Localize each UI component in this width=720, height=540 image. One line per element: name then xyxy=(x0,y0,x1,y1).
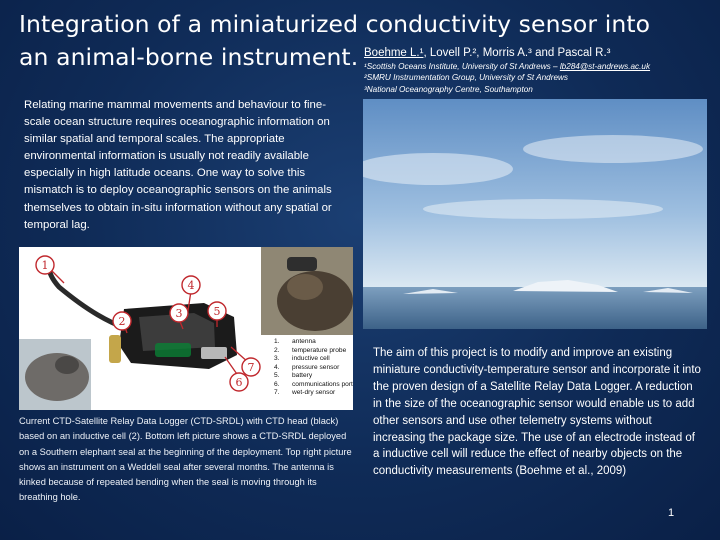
callout-2: 2 xyxy=(118,315,126,328)
title-line-1: Integration of a miniaturized conductivity sensor into xyxy=(19,10,651,38)
component-legend xyxy=(274,338,353,398)
affiliation-1-text: ¹Scottish Oceans Institute, University of St Andrews – xyxy=(364,62,560,71)
intro-paragraph: Relating marine mammal movements and behaviour to fine-scale ocean structure requires oceanographic information on similar spatial and temporal scales. The appropriate environmental information is usually not readily available especially in high latitude oceans. One way to solve this mismatch is to deploy oceanographic sensors on the animals themselves to obtain in-situ information without any spatial or temporal lag. xyxy=(24,99,332,231)
legend-item xyxy=(274,364,353,373)
affiliation-2: ²SMRU Instrumentation Group, University of St Andrews xyxy=(364,73,568,83)
legend-label: communications port xyxy=(292,380,353,388)
legend-label: temperature probe xyxy=(292,346,347,354)
affiliation-3: ³National Oceanography Centre, Southampton xyxy=(364,84,533,94)
callout-5: 5 xyxy=(213,305,221,318)
aims-paragraph: The aim of this project is to modify and improve an existing miniature conductivity-temperature sensor and incorporate it into the proven design of a Satellite Relay Data Logger. A reduction in the size of the oceanographic sensor would enable us to add other sensors and use other telemetry systems without increasing the package size. The use of an electrode instead of a inductive cell will reduce the effect of nearby objects on the conductivity measurements (Boehme et al., 2009) xyxy=(373,347,701,478)
legend-num: 5. xyxy=(274,372,280,379)
legend-label: inductive cell xyxy=(292,355,330,362)
device-figure xyxy=(19,247,353,410)
weddell-seal-ice-photo xyxy=(363,99,707,329)
author-names xyxy=(364,45,716,61)
contact-email[interactable]: lb284@st-andrews.ac.uk xyxy=(559,62,651,71)
legend-num: 2. xyxy=(274,346,280,354)
legend-label: wet-dry sensor xyxy=(292,389,336,396)
legend-num: 4. xyxy=(274,363,280,371)
callout-6: 6 xyxy=(235,376,243,389)
ice-landscape-image xyxy=(363,99,707,329)
title-line-2: an animal-borne instrument. xyxy=(19,43,359,71)
legend-num: 7. xyxy=(274,389,280,396)
page-number: 1 xyxy=(668,507,675,519)
legend-item xyxy=(274,355,353,364)
legend-item xyxy=(274,381,353,390)
callout-3: 3 xyxy=(175,307,183,320)
legend-num: 6. xyxy=(274,380,280,388)
callout-4: 4 xyxy=(187,279,195,292)
author-others: , Lovell P.², Morris A.³ and Pascal R.³ xyxy=(423,47,611,59)
legend-label: battery xyxy=(292,372,313,379)
figure-caption: Current CTD-Satellite Relay Data Logger (CTD-SRDL) with CTD head (black) based on an inductive cell (2). Bottom left picture shows a CTD-SRDL deployed on a Southern elephant seal at the beginning of the deployment. Top right picture shows an instrument on a Weddell seal after several months. The antenna is kinked because of repeated bending when the seal is moving through its breathing hole. xyxy=(19,416,352,503)
callout-7: 7 xyxy=(247,361,255,374)
legend-item xyxy=(274,372,353,381)
author-boehme: Boehme L.¹ xyxy=(364,47,424,59)
legend-item xyxy=(274,389,353,398)
legend-num: 1. xyxy=(274,338,280,345)
legend-item xyxy=(274,347,353,356)
legend-num: 3. xyxy=(274,355,280,362)
author-block xyxy=(364,45,716,95)
legend-label: antenna xyxy=(292,338,316,345)
callout-1: 1 xyxy=(41,259,49,272)
legend-item xyxy=(274,338,353,347)
legend-label: pressure sensor xyxy=(292,363,340,371)
affiliation-1 xyxy=(364,61,716,72)
